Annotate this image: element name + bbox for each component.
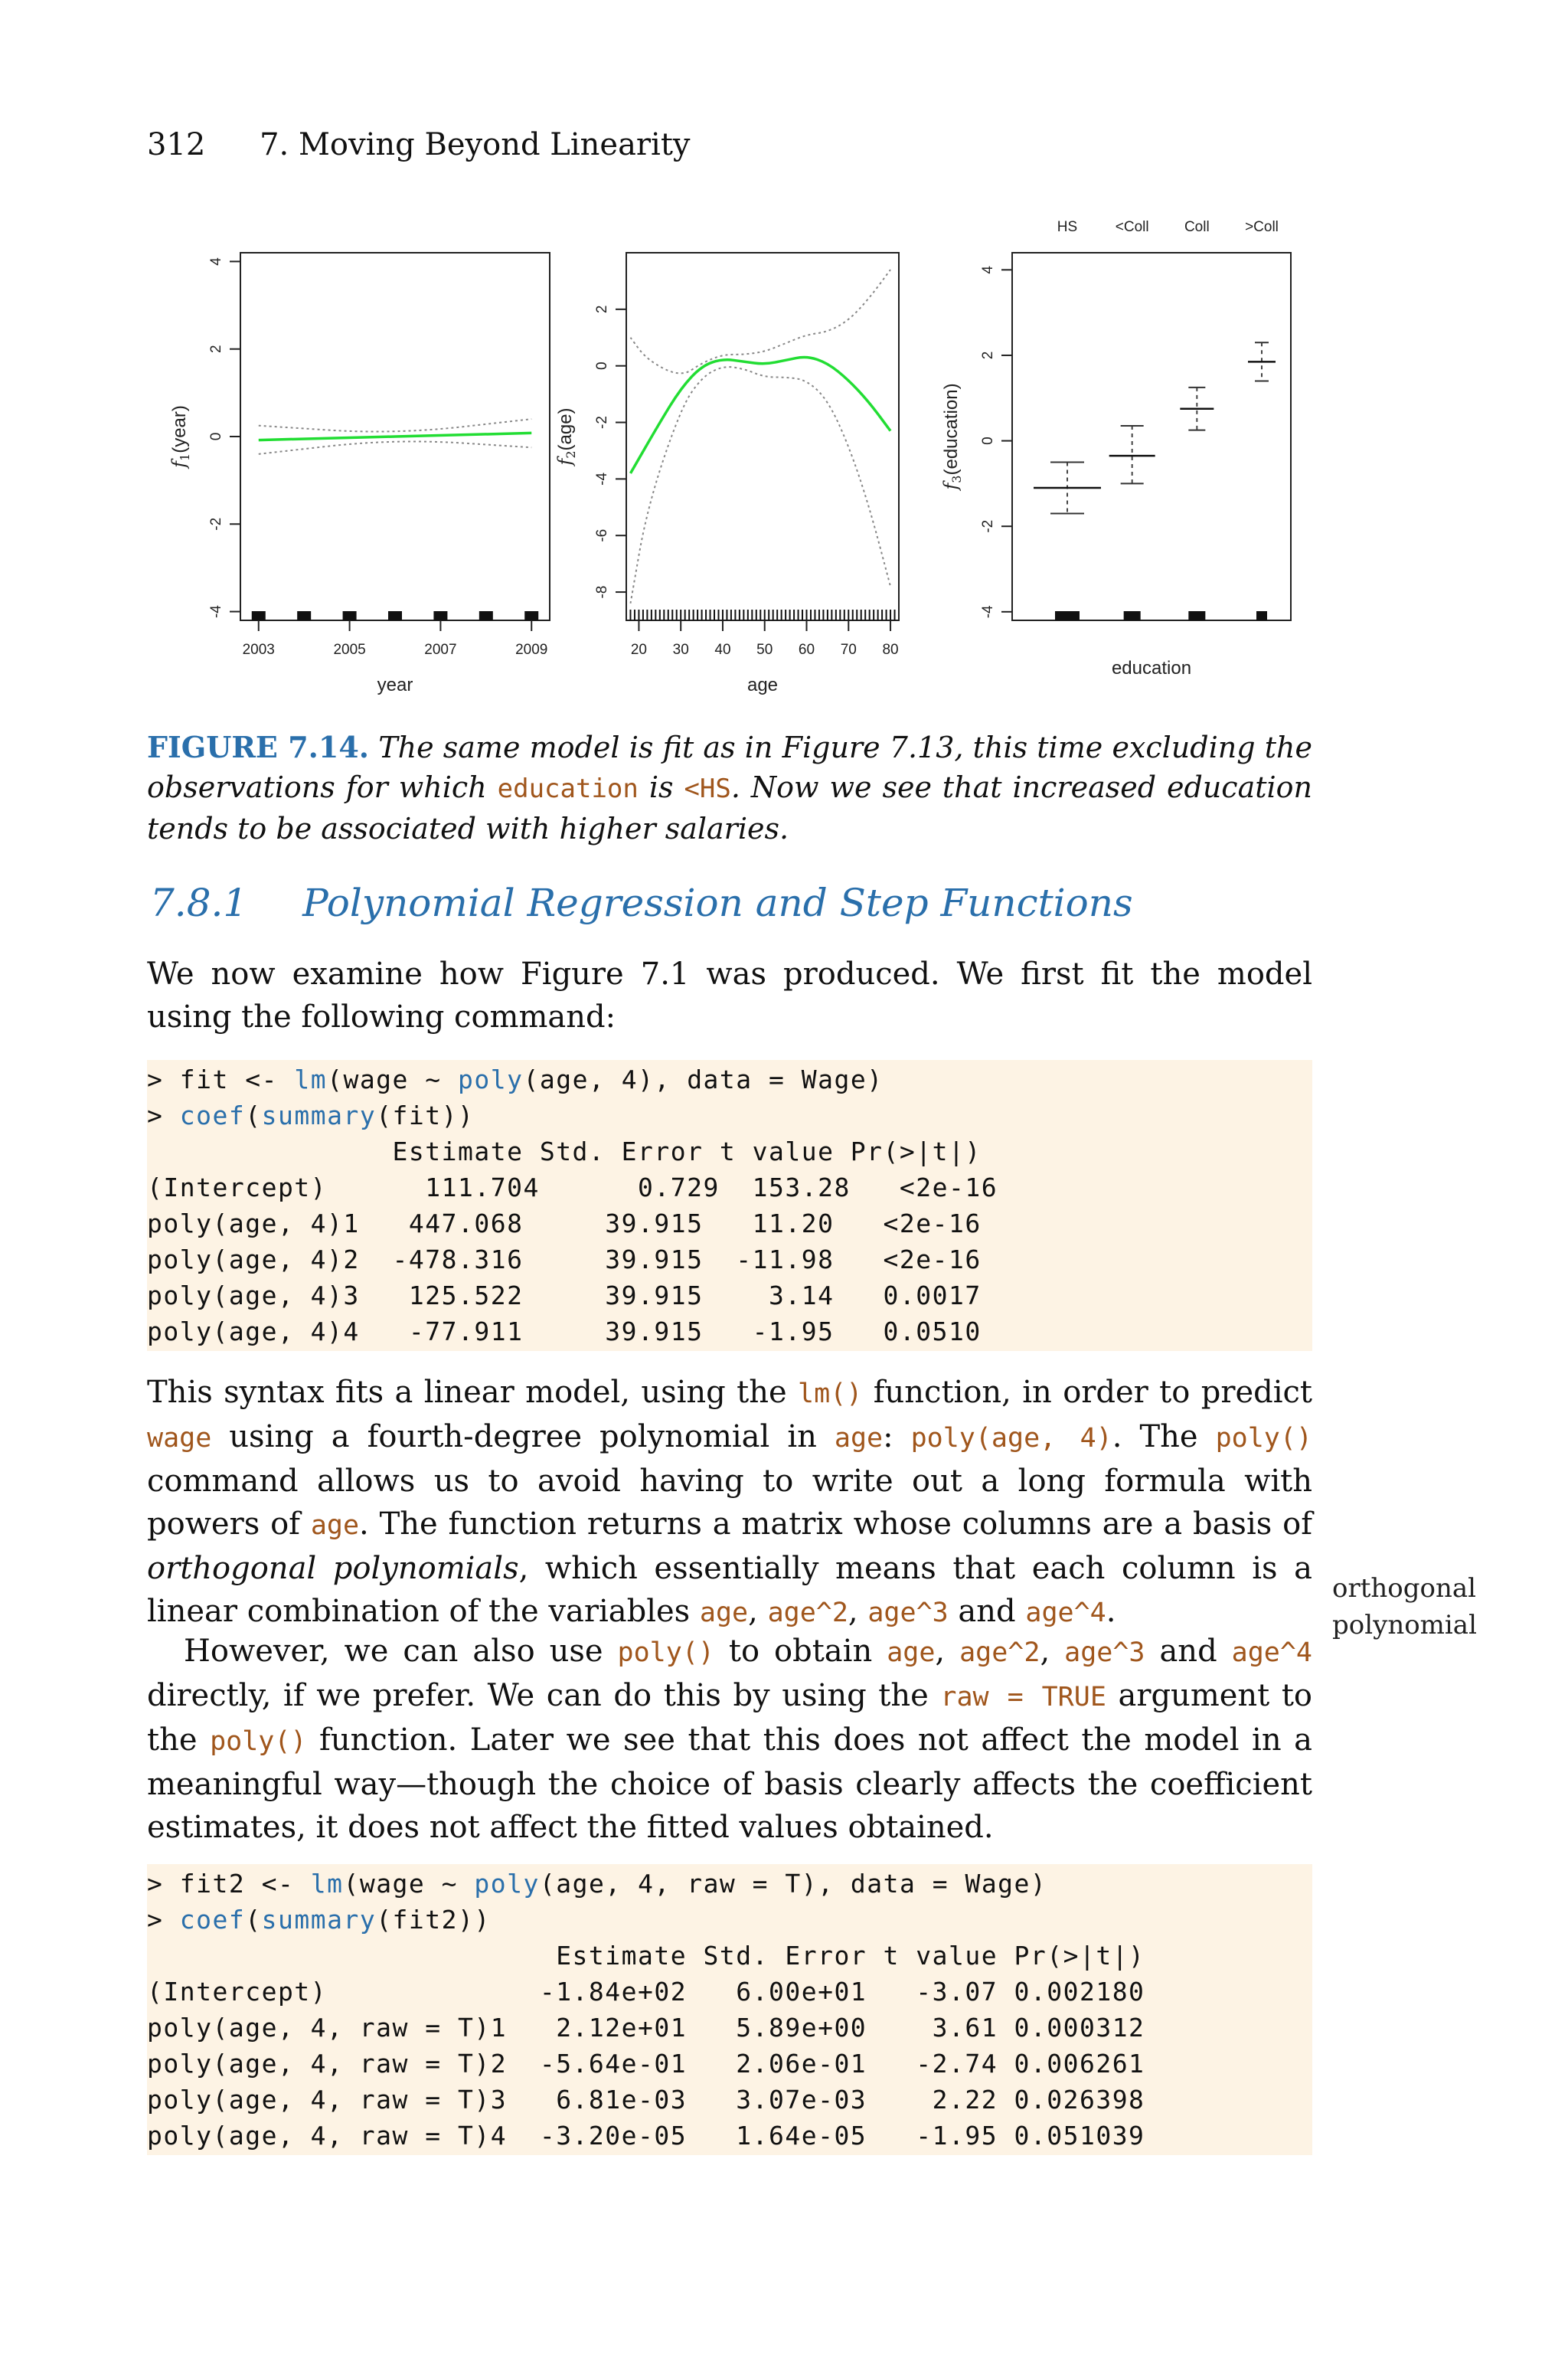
y-label-sub: 1 (178, 453, 192, 461)
text: . The function returns a matrix whose columns are a basis of (359, 1506, 1313, 1542)
y-label-f: f (554, 458, 576, 466)
y-tick-label: 2 (980, 351, 996, 360)
y-tick-label: -4 (594, 472, 610, 486)
chapter-title: 7. Moving Beyond Linearity (260, 127, 691, 162)
caption-code-education: education (497, 774, 639, 804)
x-tick-label: 50 (756, 642, 773, 658)
caption-text-3: . Now we see that increased education tends to be associated with higher salaries. (147, 770, 1313, 846)
code2-line2 (147, 1905, 491, 1935)
y-label-f: f (168, 460, 190, 468)
rug-mark (1055, 611, 1080, 620)
text: argument to the (147, 1678, 1313, 1758)
caption-text-2: is (638, 770, 684, 804)
section-title: Polynomial Regression and Step Functions (302, 881, 1133, 925)
y-label-f: f (940, 482, 962, 490)
y-tick-label: 0 (594, 361, 610, 370)
inline-code: age^4 (1025, 1598, 1106, 1628)
code2-output-row: poly(age, 4, raw = T)3 6.81e-03 3.07e-03 2.22 0.026398 (147, 2085, 1145, 2115)
figure-7-14 (138, 207, 1332, 712)
plot-panel-3 (940, 219, 1291, 679)
x-tick-label: 70 (840, 642, 857, 658)
code-function: poly (474, 1869, 540, 1899)
code-text: fit <- (179, 1065, 295, 1094)
text: function. Later we see that this does not affect the model in a meaningful way—though the choice of basis clearly affects the coefficient estimates, it does not affect the fitted values obtained. (147, 1722, 1312, 1845)
code-block-1 (147, 1060, 1312, 1351)
y-tick-label: 4 (980, 266, 996, 274)
text: . (1106, 1594, 1116, 1629)
x-tick-label: 30 (672, 642, 689, 658)
y-tick-label: 0 (980, 437, 996, 445)
code-function: coef (179, 1905, 246, 1935)
x-tick-label: 80 (882, 642, 899, 658)
x-axis-label: year (377, 675, 413, 695)
x-tick-label: 60 (798, 642, 815, 658)
inline-code: age (834, 1423, 884, 1454)
text: command allows us to avoid having to write out a long formula with powers of (147, 1464, 1312, 1542)
inline-code: raw = TRUE (940, 1682, 1106, 1712)
code-text: ( (245, 1905, 262, 1935)
emphasis-term: orthogonal polynomials (147, 1551, 519, 1586)
y-tick-label: 2 (208, 345, 224, 354)
code-text: fit2 <- (179, 1869, 311, 1899)
text: using a fourth-degree polynomial in (211, 1419, 835, 1454)
rug-mark (1256, 611, 1267, 620)
inline-code: age^3 (1064, 1637, 1145, 1668)
category-label: Coll (1184, 219, 1210, 235)
code-function: summary (261, 1905, 377, 1935)
code1-output-row: poly(age, 4)1 447.068 39.915 11.20 <2e-16 (147, 1209, 982, 1238)
code-text: (wage ~ (343, 1869, 475, 1899)
series-upper-line (259, 419, 531, 431)
plot-frame (626, 253, 899, 620)
y-label-arg: (education) (941, 383, 962, 476)
y-axis-label (554, 407, 578, 466)
code1-line1 (147, 1065, 884, 1094)
figure-label: FIGURE 7.14. (147, 730, 370, 764)
code-function: lm (310, 1869, 344, 1899)
text: directly, if we prefer. We can do this by using the (147, 1678, 941, 1713)
text: , (848, 1594, 868, 1629)
code1-output-row: poly(age, 4)4 -77.911 39.915 -1.95 0.0510 (147, 1317, 982, 1346)
margin-note-line: orthogonal (1332, 1573, 1477, 1604)
rug-mark (479, 611, 493, 620)
paragraph-2 (147, 1371, 1312, 1634)
code-text: (wage ~ (327, 1065, 459, 1094)
section-heading (150, 881, 1133, 925)
code-function: lm (294, 1065, 328, 1094)
x-axis-label: education (1111, 658, 1192, 679)
text: to obtain (714, 1634, 887, 1669)
y-tick-label: -6 (594, 528, 610, 542)
code2-output-row: (Intercept) -1.84e+02 6.00e+01 -3.07 0.002180 (147, 1977, 1145, 2007)
text: and (948, 1594, 1026, 1629)
x-tick-label: 2005 (333, 642, 366, 658)
y-tick-label: -4 (980, 605, 996, 619)
y-tick-label: -2 (208, 517, 224, 531)
code-text: (fit2)) (376, 1905, 491, 1935)
y-tick-label: -8 (594, 585, 610, 599)
text: , (1040, 1634, 1065, 1669)
x-tick-label: 2003 (242, 642, 275, 658)
y-tick-label: -2 (980, 519, 996, 533)
x-tick-label: 40 (714, 642, 731, 658)
rug-mark (252, 611, 266, 620)
inline-code: poly() (1215, 1423, 1312, 1454)
inline-code: poly() (617, 1637, 714, 1668)
code1-output-header: Estimate Std. Error t value Pr(>|t|) (147, 1137, 982, 1166)
code-block-2 (147, 1864, 1312, 2155)
code-function: coef (179, 1101, 246, 1130)
paragraph-1: We now examine how Figure 7.1 was produced. We first fit the model using the following command: (147, 957, 1312, 1035)
rug-mark (297, 611, 311, 620)
inline-code: age^2 (767, 1598, 848, 1628)
x-tick-label: 20 (630, 642, 648, 658)
code1-line2 (147, 1101, 474, 1130)
running-header (147, 127, 691, 162)
y-label-sub: 2 (564, 450, 578, 459)
category-label: HS (1057, 219, 1078, 235)
series-fit-line (259, 433, 531, 440)
rug-mark (433, 611, 447, 620)
figure-plots (138, 207, 1332, 712)
page-number: 312 (147, 127, 206, 162)
y-axis-label (940, 383, 964, 491)
text: , which essentially means that each column is a linear combination of the variables (147, 1551, 1312, 1629)
caption-code-hs: <HS (684, 774, 731, 804)
text: : (883, 1419, 911, 1454)
inline-code: age (310, 1510, 360, 1541)
y-tick-label: -4 (208, 605, 224, 619)
rug-mark (1188, 611, 1205, 620)
series-upper-line (630, 270, 890, 373)
code1-output-row: (Intercept) 111.704 0.729 153.28 <2e-16 (147, 1173, 998, 1202)
rug-mark (524, 611, 538, 620)
series-lower-line (630, 367, 890, 603)
y-axis-label (168, 405, 192, 469)
text: function, in order to predict (862, 1375, 1312, 1410)
code-prompt: > (147, 1905, 180, 1935)
margin-note (1332, 1570, 1477, 1644)
code-text: (age, 4, raw = T), data = Wage) (539, 1869, 1047, 1899)
text: , (935, 1634, 960, 1669)
code-text: (age, 4), data = Wage) (523, 1065, 884, 1094)
rug-mark (1124, 611, 1141, 620)
text: , (748, 1594, 768, 1629)
code-function: poly (458, 1065, 524, 1094)
inline-code: age^4 (1231, 1637, 1312, 1668)
inline-code: wage (147, 1423, 212, 1454)
figure-caption (147, 728, 1312, 849)
text: and (1145, 1634, 1232, 1669)
code-text: ( (245, 1101, 262, 1130)
text: However, we can also use (184, 1634, 618, 1669)
y-tick-label: 0 (208, 432, 224, 441)
code-function: summary (261, 1101, 377, 1130)
code-text: (fit)) (376, 1101, 475, 1130)
inline-code: age (699, 1598, 749, 1628)
y-label-arg: (year) (169, 405, 190, 453)
plot-panel-1 (168, 253, 550, 695)
plot-panel-2 (554, 253, 899, 695)
code-prompt: > (147, 1065, 180, 1094)
margin-note-line: polynomial (1332, 1610, 1477, 1640)
code2-output-row: poly(age, 4, raw = T)4 -3.20e-05 1.64e-05 -1.95 0.051039 (147, 2121, 1145, 2151)
code-prompt: > (147, 1869, 180, 1899)
code1-output-row: poly(age, 4)3 125.522 39.915 3.14 0.0017 (147, 1281, 982, 1310)
inline-code: poly() (210, 1726, 307, 1757)
code2-output-row: poly(age, 4, raw = T)2 -5.64e-01 2.06e-01 -2.74 0.006261 (147, 2049, 1145, 2079)
series-lower-line (259, 441, 531, 453)
plot-frame (1012, 253, 1291, 620)
paragraph-3 (147, 1630, 1312, 1849)
inline-code: poly(age, 4) (910, 1423, 1112, 1454)
x-tick-label: 2007 (424, 642, 457, 658)
inline-code: lm() (798, 1379, 863, 1409)
y-tick-label: 4 (208, 257, 224, 266)
code2-output-header: Estimate Std. Error t value Pr(>|t|) (147, 1941, 1145, 1971)
caption-text-1: The same model is fit as in Figure 7.13, this time excluding the observations for which (147, 731, 1312, 804)
y-label-arg: (age) (555, 407, 576, 451)
y-tick-label: -2 (594, 416, 610, 429)
inline-code: age^2 (959, 1637, 1040, 1668)
category-label: >Coll (1245, 219, 1279, 235)
inline-code: age (887, 1637, 936, 1668)
code1-output-row: poly(age, 4)2 -478.316 39.915 -11.98 <2e-16 (147, 1245, 982, 1274)
code2-output-row: poly(age, 4, raw = T)1 2.12e+01 5.89e+00 3.61 0.000312 (147, 2013, 1145, 2043)
category-label: <Coll (1115, 219, 1149, 235)
section-number: 7.8.1 (150, 881, 248, 925)
text: This syntax fits a linear model, using the (147, 1375, 799, 1410)
x-axis-label: age (746, 675, 779, 695)
code-prompt: > (147, 1101, 180, 1130)
y-tick-label: 2 (594, 305, 610, 314)
rug-mark (388, 611, 402, 620)
rug-mark (343, 611, 357, 620)
code2-line1 (147, 1869, 1047, 1899)
text: . The (1112, 1419, 1216, 1454)
inline-code: age^3 (867, 1598, 949, 1628)
x-tick-label: 2009 (515, 642, 548, 658)
y-label-sub: 3 (949, 475, 964, 483)
